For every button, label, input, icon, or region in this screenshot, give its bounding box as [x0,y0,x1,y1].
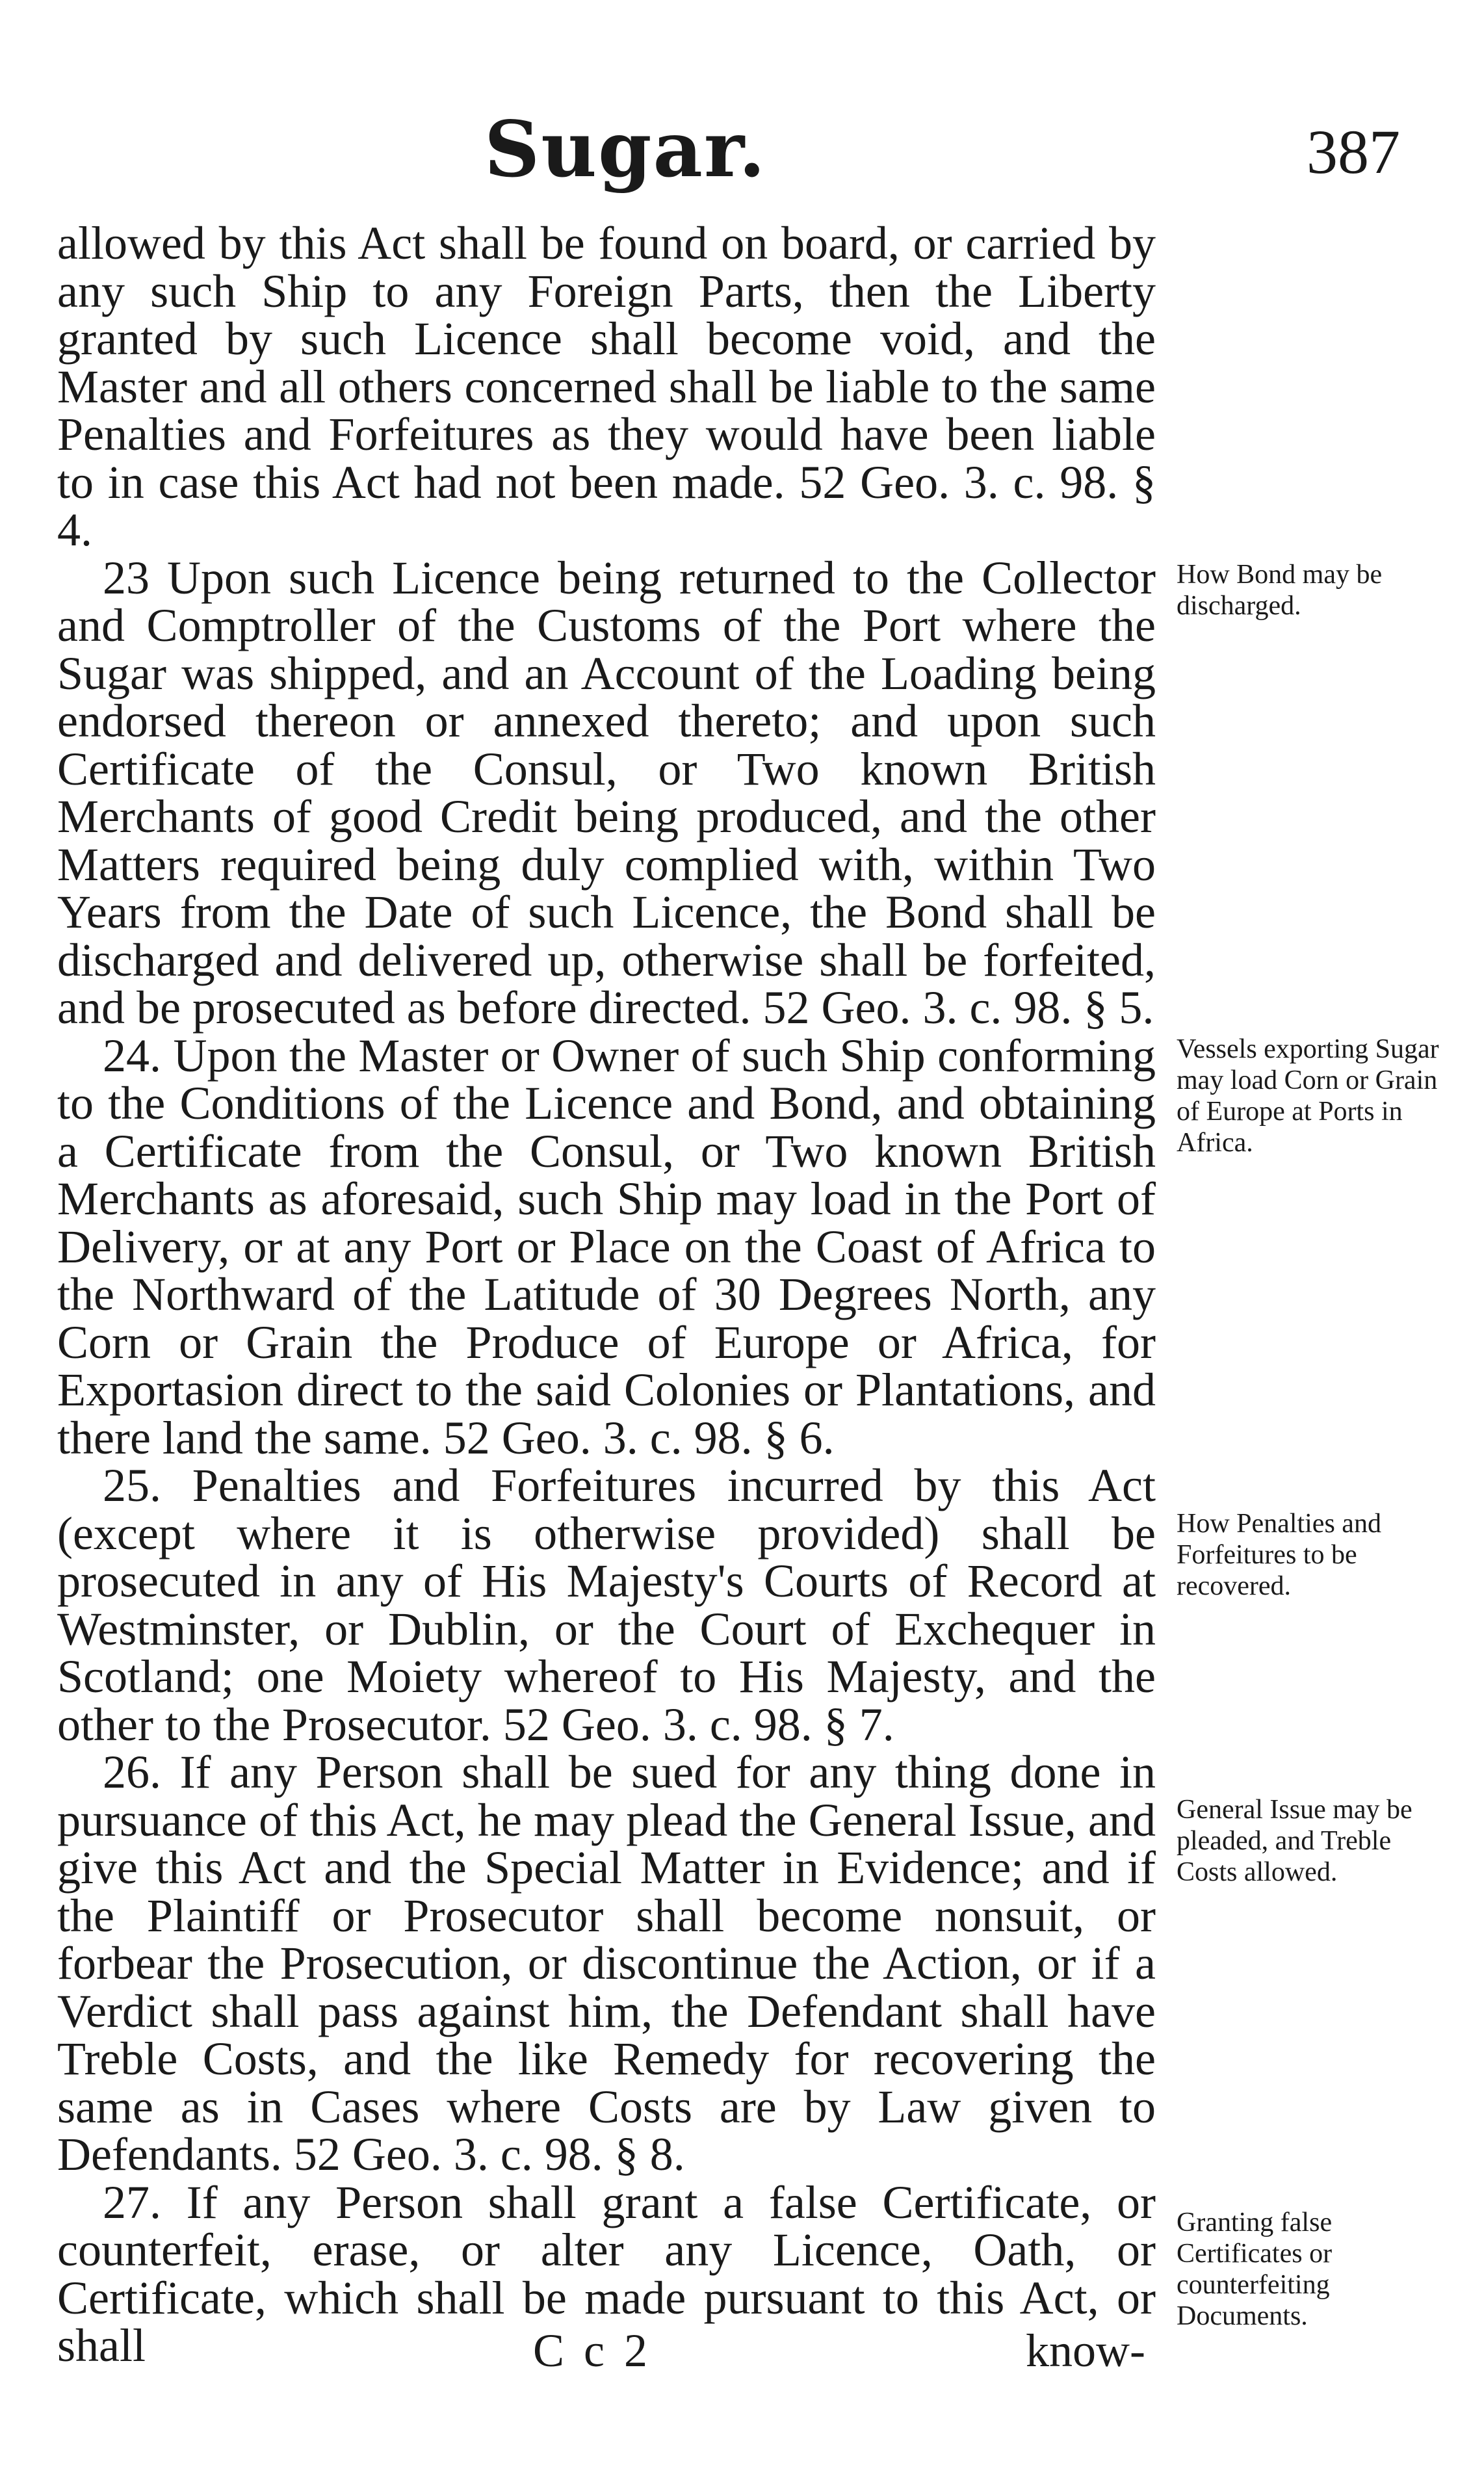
page-number: 387 [1307,117,1400,187]
margin-note-vessels-exporting: Vessels exporting Sugar may load Corn or Grain of Europe at Ports in Africa. [1177,1034,1439,1158]
paragraph-continuation: allowed by this Act shall be found on board, or carried by any such Ship to any Foreign Parts, then the Liberty granted by such Licence shall become void, and the Master and all others concerned shall be liable to the same Penalties and Forfeitures as they would have been liable to in case this Act had not been made. 52 Geo. 3. c. 98. § 4. [57,217,1156,556]
signature-mark: C c 2 [533,2325,651,2377]
margin-note-general-issue: General Issue may be pleaded, and Treble Costs allowed. [1177,1795,1412,1887]
margin-note-bond-discharged: How Bond may be discharged. [1177,560,1383,621]
paragraph-23: 23 Upon such Licence being returned to the Collector and Comptroller of the Customs of the Port where the Sugar was shipped, and an Account of the Loading being endorsed thereon or annexed thereto; and upon such Certificate of the Consul, or Two known British Merchants of good Credit being produced, and the other Matters required being duly complied with, within Two Years from the Date of such Licence, the Bond shall be discharged and delivered up, otherwise shall be forfeited, and be prosecuted as before directed. 52 Geo. 3. c. 98. § 5. [57,551,1156,1034]
body-text [57,217,1156,2371]
margin-note-false-certificates: Granting false Certificates or counterfeiting Documents. [1177,2208,1333,2331]
running-title: Sugar. [484,104,767,194]
paragraph-27: 27. If any Person shall grant a false Certificate, or counterfeit, erase, or alter any Licence, Oath, or Certificate, which shall be made pursuant to this Act, or shall [57,2176,1156,2371]
paragraph-25: 25. Penalties and Forfeitures incurred by this Act (except where it is otherwise provided) shall be prosecuted in any of His Majesty's Courts of Record at Westminster, or Dublin, or the Court of Exchequer in Scotland; one Moiety whereof to His Majesty, and the other to the Prosecutor. 52 Geo. 3. c. 98. § 7. [57,1459,1156,1751]
margin-note-penalties: How Penalties and Forfeitures to be recovered. [1177,1509,1381,1601]
paragraph-24: 24. Upon the Master or Owner of such Ship conforming to the Conditions of the Licence and Bond, and obtaining a Certificate from the Consul, or Two known British Merchants as aforesaid, such Ship may load in the Port of Delivery, or at any Port or Place on the Coast of Africa to the Northward of the Latitude of 30 Degrees North, any Corn or Grain the Produce of Europe or Africa, for Exportasion direct to the said Colonies or Plantations, and there land the same. 52 Geo. 3. c. 98. § 6. [57,1029,1156,1464]
paragraph-26: 26. If any Person shall be sued for any thing done in pursuance of this Act, he may plead the General Issue, and give this Act and the Special Matter in Evidence; and if the Plaintiff or Prosecutor shall become nonsuit, or forbear the Prosecution, or discontinue the Action, or if a Verdict shall pass against him, the Defendant shall have Treble Costs, and the like Remedy for recovering the same as in Cases where Costs are by Law given to Defendants. 52 Geo. 3. c. 98. § 8. [57,1746,1156,2180]
catchword: know- [1026,2325,1145,2377]
